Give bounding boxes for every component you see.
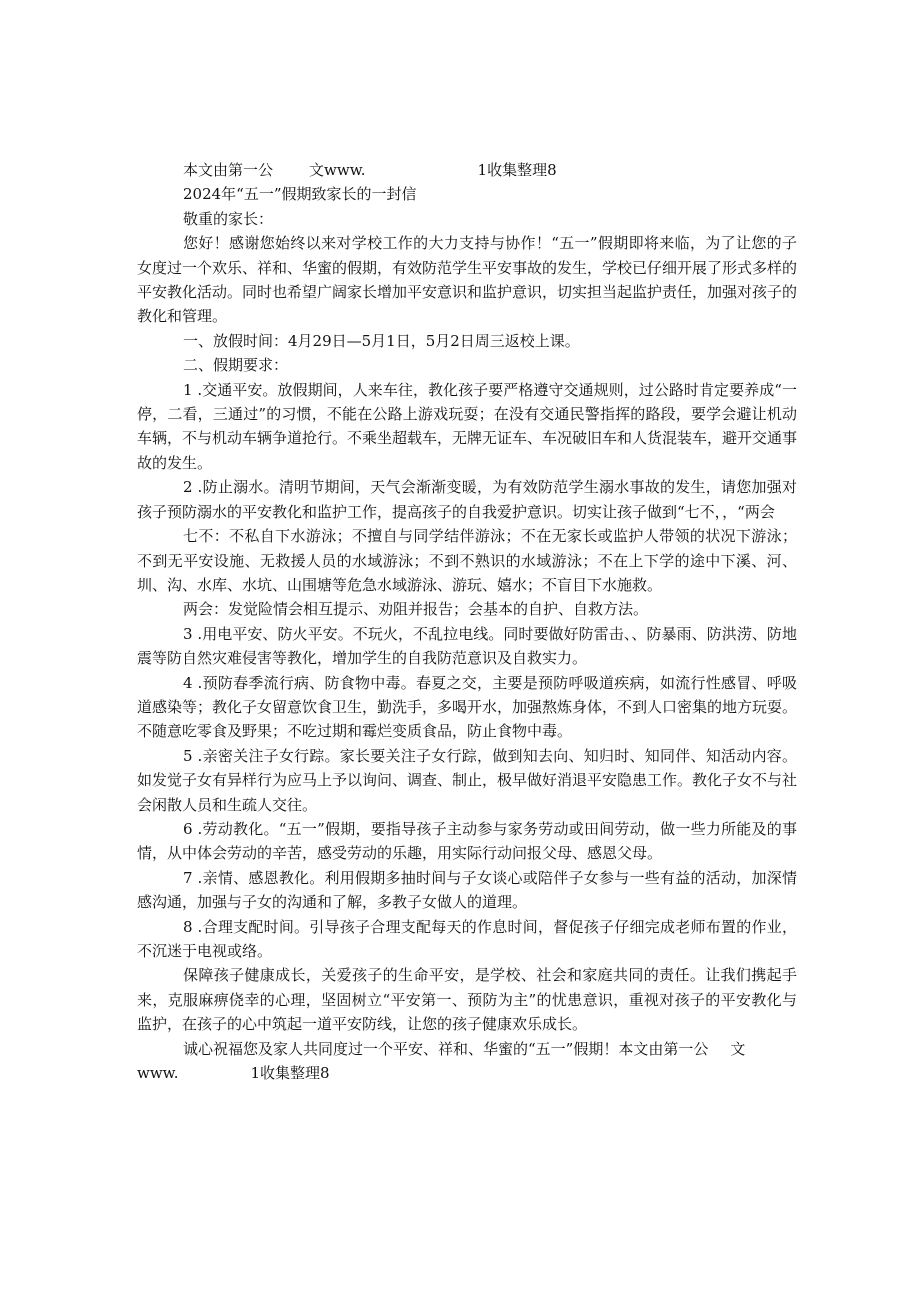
section-holiday-time: 一、放假时间：4月29日—5月1日，5月2日周三返校上课。 bbox=[183, 331, 580, 350]
requirement-item-labor: 6 .劳动教化。“五一”假期，要指导孩子主动参与家务劳动或田间劳动，做一些力所能及的事情，从中体会劳动的辛苦，感受劳动的乐趣，用实际行动问报父母、感恩父母。 bbox=[137, 819, 797, 863]
requirement-item-traffic: 1 .交通平安。放假期间，人来车往，教化孩子要严格遵守交通规则，过公路时肯定要养成“一停，二看，三通过”的习惯，不能在公路上游戏玩耍；在没有交通民警指挥的路段，要学会避让机动车辆，不与机动车辆争道抢行。不乘坐超载车，无牌无证车、车况破旧车和人货混装车，避开交通事故的发生。 bbox=[137, 380, 798, 472]
section-requirements-heading: 二、假期要求： bbox=[183, 356, 289, 375]
source-header-suffix: 1收集整理8 bbox=[477, 161, 557, 179]
drowning-seven-nots: 七不：不私自下水游泳；不擅自与同学结伴游泳；不在无家长或监护人带领的状况下游泳；不到无平安设施、无救援人员的水域游泳；不到不熟识的水域游泳；不在上下学的途中下溪、河、圳、沟、水库、水坑、山围塘等危急水域游泳、游玩、嬉水；不盲目下水施救。 bbox=[137, 527, 797, 594]
blessing-text: 诚心祝福您及家人共同度过一个平安、祥和、华蜜的“五一”假期！ bbox=[183, 1039, 619, 1058]
requirement-item-disease-food: 4 .预防春季流行病、防食物中毒。春夏之交，主要是预防呼吸道疾病，如流行性感冒、呼吸道感染等；教化子女留意饮食卫生，勤洗手，多喝开水，加强熬炼身体，不到人口密集的地方玩耍。不随意吃零食及野果；不吃过期和霉烂变质食品，防止食物中毒。 bbox=[137, 673, 798, 741]
closing-paragraph: 保障孩子健康成长，关爱孩子的生命平安，是学校、社会和家庭共同的责任。让我们携起手来，克服麻痹侥幸的心理，坚固树立“平安第一、预防为主”的忧患意识，重视对孩子的平安教化与监护，在孩子的心中筑起一道平安防线，让您的孩子健康欢乐成长。 bbox=[137, 966, 797, 1034]
drowning-two-musts: 两会：发觉险情会相互提示、劝阻并报告；会基本的自护、自救方法。 bbox=[183, 600, 649, 619]
footer-source-suffix: 1收集整理8 bbox=[250, 1064, 330, 1083]
requirement-item-whereabouts: 5 .亲密关注子女行踪。家长要关注子女行踪，做到知去向、知归时、知同伴、知活动内容。如发觉子女有异样行为应马上予以询问、调查、制止，极早做好消退平安隐患工作。教化子女不与社会闲散人员和生疏人交往。 bbox=[137, 746, 798, 814]
requirement-item-time-management: 8 .合理支配时间。引导孩子合理支配每天的作息时间，督促孩子仔细完成老师布置的作业，不沉迷于电视或络。 bbox=[137, 917, 797, 960]
requirement-item-electricity-fire: 3 .用电平安、防火平安。不玩火，不乱拉电线。同时要做好防雷击、、防暴雨、防洪涝、防地震等防自然灾难侵害等教化，增加学生的自我防范意识及自救实力。 bbox=[137, 624, 797, 668]
footer-source-mid: www. bbox=[137, 1064, 179, 1083]
document-page bbox=[137, 158, 797, 1085]
letter-title: 2024年“五一”假期致家长的一封信 bbox=[183, 185, 417, 204]
requirement-item-family-gratitude: 7 .亲情、感恩教化。利用假期多抽时间与子女谈心或陪伴子女参与一些有益的活动，加深情感沟通，加强与子女的沟通和了解，多教子女做人的道理。 bbox=[137, 868, 797, 912]
footer-source-char: 文 bbox=[730, 1039, 746, 1058]
salutation: 敬重的家长： bbox=[183, 209, 274, 228]
footer-source-line bbox=[137, 1061, 797, 1085]
source-header-mid: 文www. bbox=[309, 161, 366, 179]
intro-paragraph: 您好！感谢您始终以来对学校工作的大力支持与协作！“五一”假期即将来临，为了让您的子女度过一个欢乐、祥和、华蜜的假期，有效防范学生平安事故的发生，学校已仔细开展了形式多样的平安教化活动。同时也希望广阔家长增加平安意识和监护意识，切实担当起监护责任，加强对孩子的教化和管理。 bbox=[137, 234, 798, 326]
blessing-paragraph bbox=[137, 1037, 797, 1061]
requirement-item-drowning: 2 .防止溺水。清明节期间，天气会渐渐变暖，为有效防范学生溺水事故的发生，请您加强对孩子预防溺水的平安教化和监护工作，提高孩子的自我爱护意识。切实让孩子做到“七不，，“两会 bbox=[137, 478, 797, 521]
source-header bbox=[137, 158, 797, 182]
footer-source-prefix: 本文由第一公 bbox=[618, 1039, 709, 1058]
source-header-prefix: 本文由第一公 bbox=[183, 161, 274, 179]
